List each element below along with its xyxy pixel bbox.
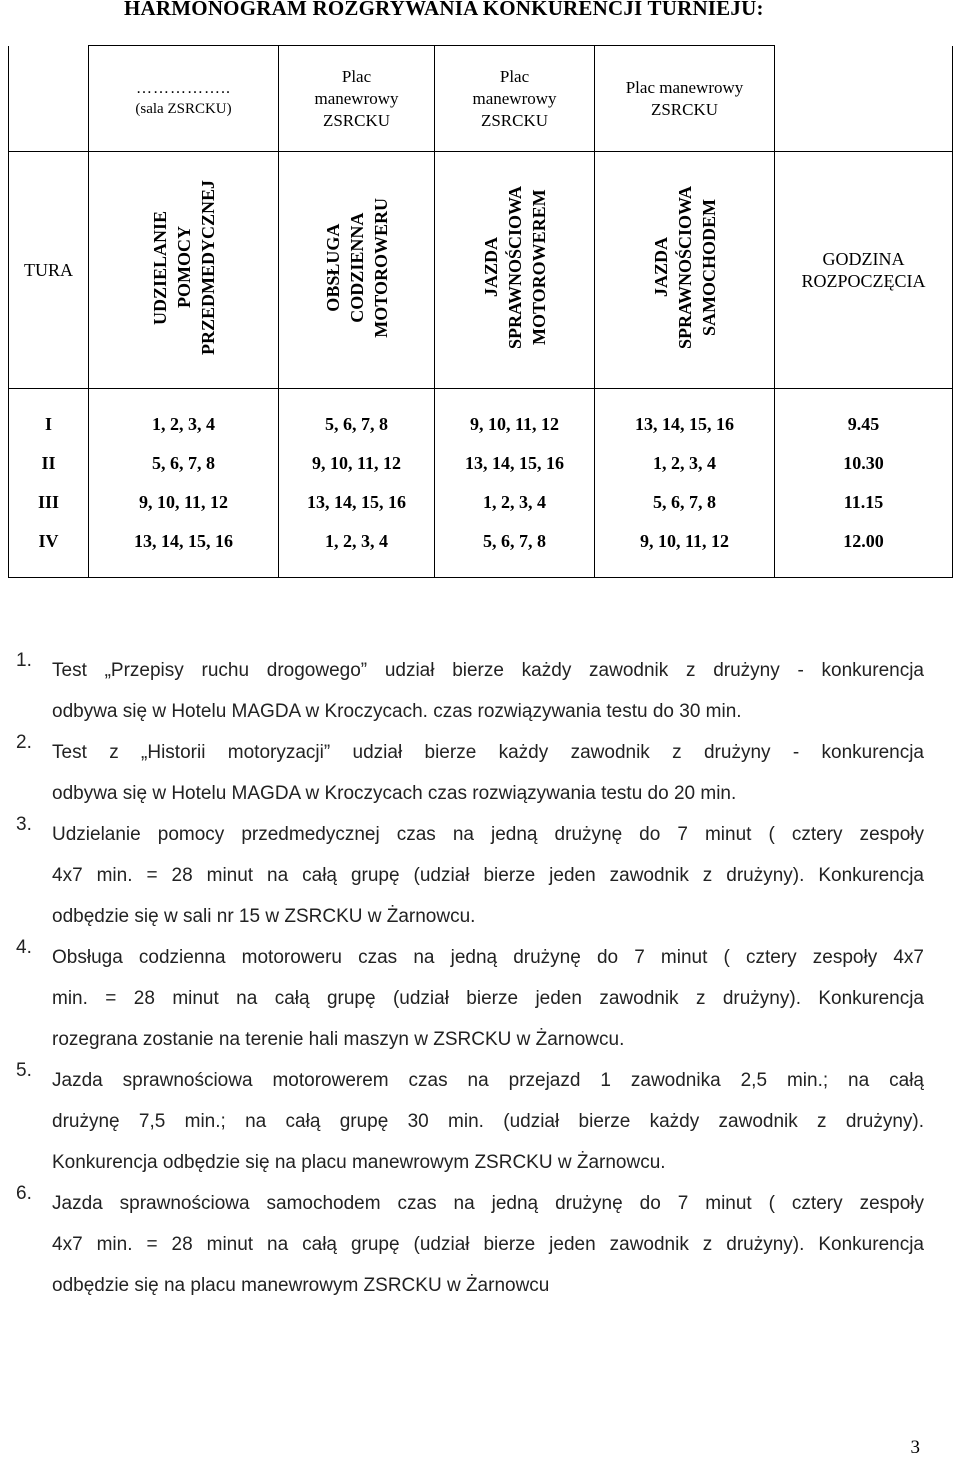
tura-cell: I [9, 405, 89, 444]
location-cell-2 [279, 46, 435, 152]
page-title: HARMONOGRAM ROZGRYWANIA KONKURENCJI TURNIEJU: [124, 0, 764, 20]
note-number: 2. [16, 732, 32, 753]
note-line: Udzielanie pomocy przedmedycznej czas na jedną drużynę do 7 minut ( cztery zespoły [52, 824, 924, 845]
location-dots: …………….. [136, 79, 231, 97]
table-row [9, 522, 953, 561]
time-cell: 11.15 [775, 483, 953, 522]
team-cell: 13, 14, 15, 16 [435, 444, 595, 483]
location-line: ZSRCKU [322, 110, 391, 130]
team-cell: 1, 2, 3, 4 [435, 483, 595, 522]
competition-header-2 [279, 152, 435, 389]
header-line: ROZPOCZĘCIA [801, 271, 926, 291]
header-line: OBSŁUGA [322, 223, 343, 312]
location-line: ZSRCKU [650, 99, 719, 119]
list-item [16, 650, 924, 732]
team-cell: 9, 10, 11, 12 [595, 522, 775, 561]
team-cell: 1, 2, 3, 4 [89, 405, 279, 444]
tura-cell: III [9, 483, 89, 522]
note-line: Jazda sprawnościowa samochodem czas na jedną drużynę do 7 minut ( cztery zespoły [52, 1193, 924, 1214]
note-number: 3. [16, 814, 32, 835]
header-line: MOTOROWEREM [528, 189, 549, 346]
note-line: odbywa się w Hotelu MAGDA w Kroczycach czas rozwiązywania testu do 20 min. [52, 783, 737, 804]
note-line: odbędzie się na placu manewrowym ZSRCKU w Żarnowcu [52, 1275, 550, 1296]
note-line: min. = 28 minut na całą grupę (udział bierze jeden zawodnik z drużyny). Konkurencja [52, 988, 924, 1009]
team-cell: 1, 2, 3, 4 [595, 444, 775, 483]
empty-cell [9, 46, 89, 152]
note-number: 5. [16, 1060, 32, 1081]
location-line: Plac [341, 66, 372, 86]
table-row [9, 444, 953, 483]
team-cell: 5, 6, 7, 8 [279, 405, 435, 444]
note-line: Konkurencja odbędzie się na placu manewrowym ZSRCKU w Żarnowcu. [52, 1152, 666, 1173]
note-number: 4. [16, 937, 32, 958]
list-item [16, 732, 924, 814]
spacer-row [9, 389, 953, 406]
header-line: UDZIELANIE [149, 210, 170, 325]
team-cell: 5, 6, 7, 8 [89, 444, 279, 483]
location-line: manewrowy [314, 88, 399, 108]
competition-header-1 [89, 152, 279, 389]
spacer-row [9, 561, 953, 578]
team-cell: 5, 6, 7, 8 [435, 522, 595, 561]
team-cell: 1, 2, 3, 4 [279, 522, 435, 561]
header-line: JAZDA [650, 237, 671, 298]
header-line: PRZEDMEDYCZNEJ [197, 179, 218, 355]
note-line: Test z „Historii motoryzacji” udział bierze każdy zawodnik z drużyny - konkurencja [52, 742, 924, 763]
note-number: 1. [16, 650, 32, 671]
note-line: rozegrana zostanie na terenie hali maszyn w ZSRCKU w Żarnowcu. [52, 1029, 625, 1050]
table-row [9, 405, 953, 444]
header-line: GODZINA [822, 249, 905, 269]
list-item [16, 1060, 924, 1183]
page-number: 3 [910, 1437, 920, 1458]
note-line: Obsługa codzienna motoroweru czas na jedną drużynę do 7 minut ( cztery zespoły 4x7 [52, 947, 924, 968]
location-line: Plac [499, 66, 530, 86]
tura-cell: II [9, 444, 89, 483]
header-line: MOTOROWERU [370, 197, 391, 338]
schedule-table [8, 45, 953, 578]
note-line: 4x7 min. = 28 minut na całą grupę (udział bierze jeden zawodnik z drużyny). Konkurencja [52, 1234, 924, 1255]
header-row [9, 152, 953, 389]
tura-header: TURA [9, 152, 89, 389]
list-item [16, 1183, 924, 1306]
table-row [9, 483, 953, 522]
team-cell: 5, 6, 7, 8 [595, 483, 775, 522]
team-cell: 9, 10, 11, 12 [435, 405, 595, 444]
team-cell: 9, 10, 11, 12 [89, 483, 279, 522]
location-cell-3 [435, 46, 595, 152]
start-time-header [775, 152, 953, 389]
note-number: 6. [16, 1183, 32, 1204]
note-line: 4x7 min. = 28 minut na całą grupę (udział bierze jeden zawodnik z drużyny). Konkurencja [52, 865, 924, 886]
location-sala: (sala ZSRCKU) [135, 100, 232, 117]
empty-cell [775, 46, 953, 152]
notes-list [16, 650, 924, 1306]
location-line: ZSRCKU [480, 110, 549, 130]
note-line: drużynę 7,5 min.; na całą grupę 30 min. (udział bierze każdy zawodnik z drużyny). [52, 1111, 924, 1132]
location-line: manewrowy [472, 88, 557, 108]
header-line: SPRAWNOŚCIOWA [674, 185, 695, 350]
note-line: odbywa się w Hotelu MAGDA w Kroczycach. czas rozwiązywania testu do 30 min. [52, 701, 742, 722]
location-row [9, 46, 953, 152]
team-cell: 13, 14, 15, 16 [279, 483, 435, 522]
time-cell: 9.45 [775, 405, 953, 444]
team-cell: 9, 10, 11, 12 [279, 444, 435, 483]
note-line: Test „Przepisy ruchu drogowego” udział bierze każdy zawodnik z drużyny - konkurencja [52, 660, 924, 681]
note-line: Jazda sprawnościowa motorowerem czas na przejazd 1 zawodnika 2,5 min.; na całą [52, 1070, 924, 1091]
header-line: SAMOCHODEM [698, 199, 719, 336]
header-line: JAZDA [480, 237, 501, 298]
header-line: POMOCY [173, 226, 194, 309]
time-cell: 12.00 [775, 522, 953, 561]
list-item [16, 814, 924, 937]
header-line: CODZIENNA [346, 212, 367, 323]
note-line: odbędzie się w sali nr 15 w ZSRCKU w Żarnowcu. [52, 906, 476, 927]
tura-cell: IV [9, 522, 89, 561]
competition-header-3 [435, 152, 595, 389]
location-cell-1 [89, 46, 279, 152]
team-cell: 13, 14, 15, 16 [89, 522, 279, 561]
time-cell: 10.30 [775, 444, 953, 483]
location-cell-4 [595, 46, 775, 152]
competition-header-4 [595, 152, 775, 389]
team-cell: 13, 14, 15, 16 [595, 405, 775, 444]
list-item [16, 937, 924, 1060]
header-line: SPRAWNOŚCIOWA [504, 185, 525, 350]
location-line: Plac manewrowy [625, 77, 744, 97]
